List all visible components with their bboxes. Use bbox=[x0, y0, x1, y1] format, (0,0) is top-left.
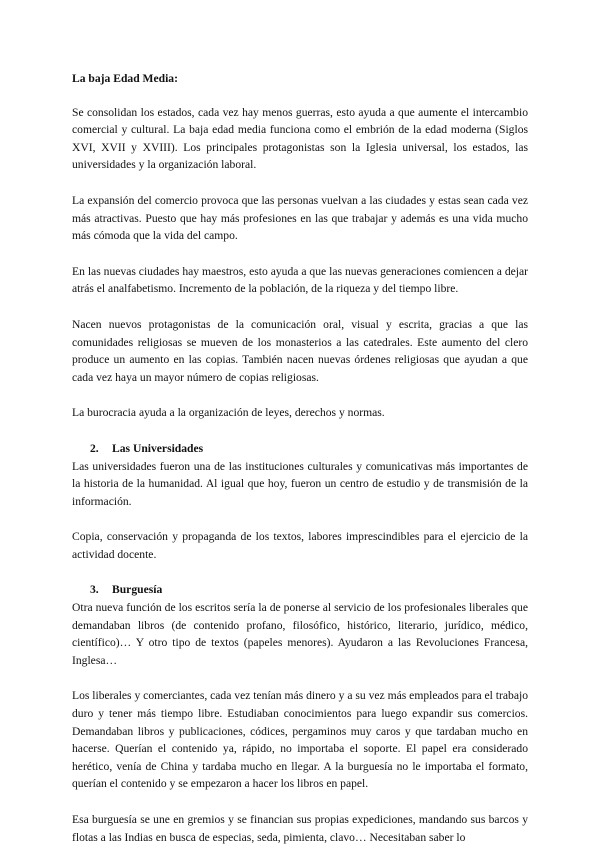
paragraph-intro-1: Se consolidan los estados, cada vez hay menos guerras, esto ayuda a que aumente el intercambio comercial y cultural. La baja edad media funciona como el embrión de la edad moderna (Siglos XVI, XVII y XVIII). Los principales protagonistas son la Iglesia universal, los estados, las universidades y la organización laboral. bbox=[72, 105, 528, 172]
page-title: La baja Edad Media: bbox=[72, 72, 178, 85]
paragraph-burguesia-3: Esa burguesía se une en gremios y se financian sus propias expediciones, mandando sus barcos y flotas a las Indias en busca de especias, seda, pimienta, clavo… Necesitaban saber lo bbox=[72, 813, 528, 844]
section-number: 3. bbox=[90, 583, 99, 597]
paragraph-burguesia-1: Otra nueva función de los escritos sería la de ponerse al servicio de los profesionales liberales que demandaban libros (de contenido profano, filosófico, histórico, literario, jurídico, médico, científico)… Y otro tipo de textos (papeles menores). Ayudaron a las Revoluciones Francesa, Inglesa… bbox=[72, 601, 528, 667]
paragraph-intro-5: La burocracia ayuda a la organización de leyes, derechos y normas. bbox=[72, 406, 385, 420]
paragraph-intro-4: Nacen nuevos protagonistas de la comunicación oral, visual y escrita, gracias a que las comunidades religiosas se mueven de los monasterios a las catedrales. Este aumento del clero produce un aumento en las copias. También nacen nuevas órdenes religiosas que ayudan a que cada vez haya un mayor número de copias religiosas. bbox=[72, 317, 528, 384]
paragraph-intro-2: La expansión del comercio provoca que las personas vuelvan a las ciudades y estas sean cada vez más atractivas. Puesto que hay más profesiones en las que trabajar y además es una vida mucho más cómoda que la vida del campo. bbox=[72, 193, 528, 243]
paragraph-universidades-1: Las universidades fueron una de las instituciones culturales y comunicativas más importantes de la historia de la humanidad. Al igual que hoy, fueron un centro de estudio y de transmisión de la información. bbox=[72, 459, 528, 508]
section-title: Las Universidades bbox=[112, 441, 204, 455]
document-page bbox=[72, 70, 528, 864]
paragraph-burguesia-2: Los liberales y comerciantes, cada vez tenían más dinero y a su vez más empleados para el trabajo duro y tener más tiempo libre. Estudiaban conocimientos para luego expandir sus comercios. Demandaban libros y publicaciones, códices, pergaminos muy caros y que tardaban mucho en hacerse. Querían el contenido ya, rápido, no importaba el soporte. El papel era considerado herético, venía de China y tardaba mucho en llegar. A la burguesía no le importaba el formato, querían el contenido y se empezaron a hacer los libros en papel. bbox=[72, 689, 528, 791]
paragraph-universidades-2: Copia, conservación y propaganda de los textos, labores imprescindibles para el ejercicio de la actividad docente. bbox=[72, 530, 528, 561]
section-title: Burguesía bbox=[112, 583, 163, 597]
section-heading-universidades bbox=[72, 440, 528, 458]
paragraph-intro-3: En las nuevas ciudades hay maestros, esto ayuda a que las nuevas generaciones comiencen a dejar atrás el analfabetismo. Incremento de la población, de la riqueza y del tiempo libre. bbox=[72, 264, 528, 296]
section-heading-burguesia bbox=[72, 581, 528, 599]
section-number: 2. bbox=[90, 441, 99, 455]
